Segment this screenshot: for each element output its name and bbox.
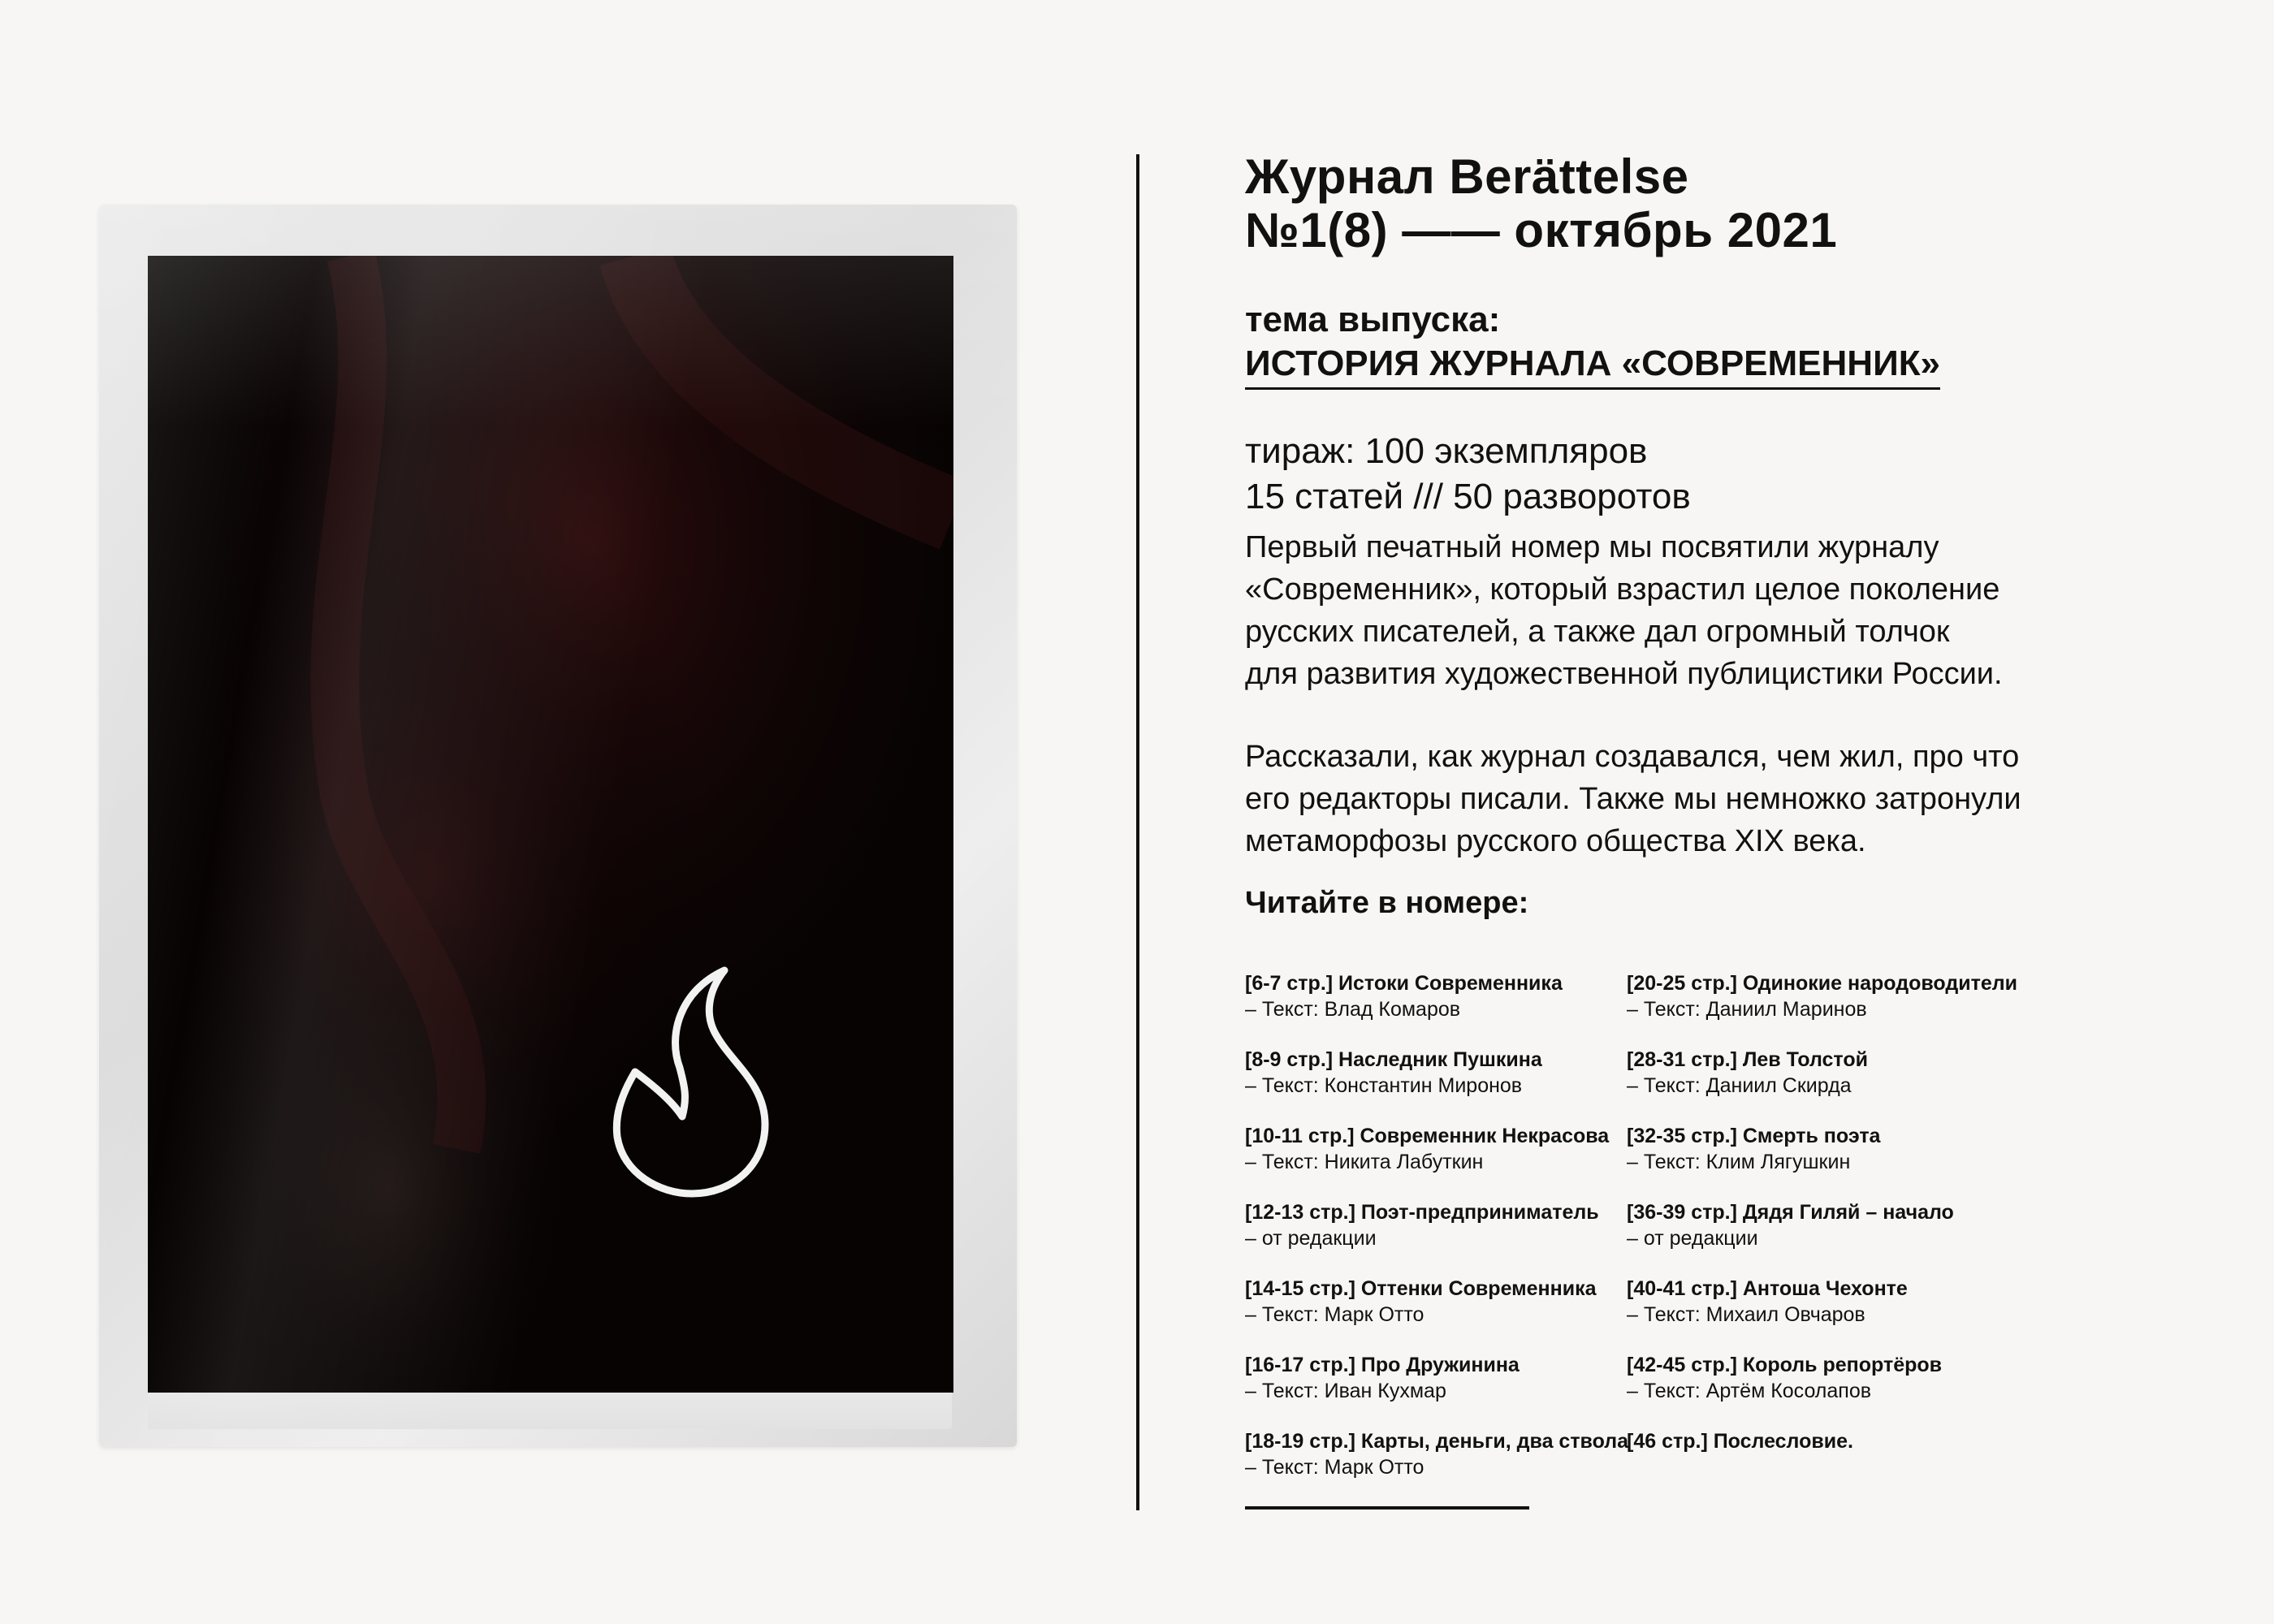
issue-title-line2: №1(8) —— октябрь 2021 — [1245, 203, 1838, 257]
toc-item-title: [14-15 стр.] Оттенки Современника — [1245, 1277, 1597, 1300]
toc-item-title: [20-25 стр.] Одинокие народоводители — [1627, 972, 2017, 995]
toc-item-author: – Текст: Марк Отто — [1245, 1456, 1424, 1479]
toc-item — [1627, 1428, 2017, 1505]
toc-item-title: [40-41 стр.] Антоша Чехонте — [1627, 1277, 1908, 1300]
toc-item — [1245, 970, 1628, 1047]
toc-column-right — [1627, 970, 2017, 1505]
toc-item — [1627, 1199, 2017, 1276]
toc-item-title: [46 стр.] Послесловие. — [1627, 1430, 1853, 1453]
toc-item-author: – Текст: Клим Лягушкин — [1627, 1151, 1851, 1173]
toc-item — [1627, 1276, 2017, 1352]
table-of-contents — [1245, 970, 2236, 1490]
toc-item-author: – Текст: Никита Лабуткин — [1245, 1151, 1484, 1173]
toc-item — [1627, 970, 2017, 1047]
magazine-cover — [148, 256, 953, 1393]
toc-item — [1245, 1047, 1628, 1123]
toc-item — [1245, 1428, 1628, 1505]
theme-name: ИСТОРИЯ ЖУРНАЛА «СОВРЕМЕННИК» — [1245, 342, 1940, 390]
toc-item-title: [32-35 стр.] Смерть поэта — [1627, 1125, 1881, 1147]
toc-item-author: – Текст: Влад Комаров — [1245, 998, 1461, 1021]
toc-item-title: [18-19 стр.] Карты, деньги, два ствола — [1245, 1430, 1629, 1453]
bottom-rule — [1245, 1506, 1529, 1510]
circulation: тираж: 100 экземпляров — [1245, 431, 1648, 471]
issue-stats — [1245, 429, 2236, 520]
theme-label: тема выпуска: — [1245, 300, 1501, 339]
description-line: его редакторы писали. Также мы немножко затронули — [1245, 782, 2021, 816]
description-line: Первый печатный номер мы посвятили журналу — [1245, 530, 1939, 564]
toc-item-author: – Текст: Артём Косолапов — [1627, 1380, 1872, 1402]
toc-item-title: [42-45 стр.] Король репортёров — [1627, 1354, 1943, 1376]
toc-heading: Читайте в номере: — [1245, 886, 1529, 920]
issue-title-line1: Журнал Berättelse — [1245, 149, 1689, 204]
description-line: русских писателей, а также дал огромный толчок — [1245, 615, 1950, 649]
toc-item-title: [16-17 стр.] Про Дружинина — [1245, 1354, 1520, 1376]
description-line: «Современник», который взрастил целое поколение — [1245, 572, 2000, 607]
toc-item-title: [36-39 стр.] Дядя Гиляй – начало — [1627, 1201, 1954, 1224]
flame-icon — [603, 954, 781, 1198]
toc-item-author: – Текст: Иван Кухмар — [1245, 1380, 1446, 1402]
toc-item — [1245, 1352, 1628, 1428]
issue-title — [1245, 150, 2236, 257]
toc-item-author: – от редакции — [1245, 1227, 1377, 1250]
toc-item-author: – Текст: Константин Миронов — [1245, 1074, 1523, 1097]
toc-item — [1245, 1276, 1628, 1352]
toc-item — [1627, 1047, 2017, 1123]
toc-item-author: – от редакции — [1627, 1227, 1758, 1250]
toc-item-author: – Текст: Даниил Маринов — [1627, 998, 1867, 1021]
toc-item — [1627, 1123, 2017, 1199]
description-line: Рассказали, как журнал создавался, чем жил, про что — [1245, 740, 2020, 774]
issue-theme — [1245, 298, 2236, 390]
toc-item-title: [12-13 стр.] Поэт-предприниматель — [1245, 1201, 1599, 1224]
description-paragraph-1 — [1245, 526, 2236, 695]
description-line: метаморфозы русского общества XIX века. — [1245, 824, 1866, 858]
toc-item — [1245, 1123, 1628, 1199]
toc-item-title: [8-9 стр.] Наследник Пушкина — [1245, 1048, 1542, 1071]
cover-photo — [148, 256, 953, 1393]
description-line: для развития художественной публицистики России. — [1245, 657, 2003, 691]
description-paragraph-2 — [1245, 736, 2236, 862]
toc-item-title: [28-31 стр.] Лев Толстой — [1627, 1048, 1868, 1071]
vertical-divider — [1136, 154, 1139, 1510]
issue-info — [1245, 150, 2236, 922]
toc-item-title: [10-11 стр.] Современник Некрасова — [1245, 1125, 1610, 1147]
toc-item-author: – Текст: Михаил Овчаров — [1627, 1303, 1865, 1326]
toc-item — [1627, 1352, 2017, 1428]
toc-item-author: – Текст: Даниил Скирда — [1627, 1074, 1852, 1097]
toc-item-title: [6-7 стр.] Истоки Современника — [1245, 972, 1563, 995]
toc-column-left — [1245, 970, 1628, 1505]
toc-item-author: – Текст: Марк Отто — [1245, 1303, 1424, 1326]
toc-item — [1245, 1199, 1628, 1276]
article-counts: 15 статей /// 50 разворотов — [1245, 477, 1691, 516]
